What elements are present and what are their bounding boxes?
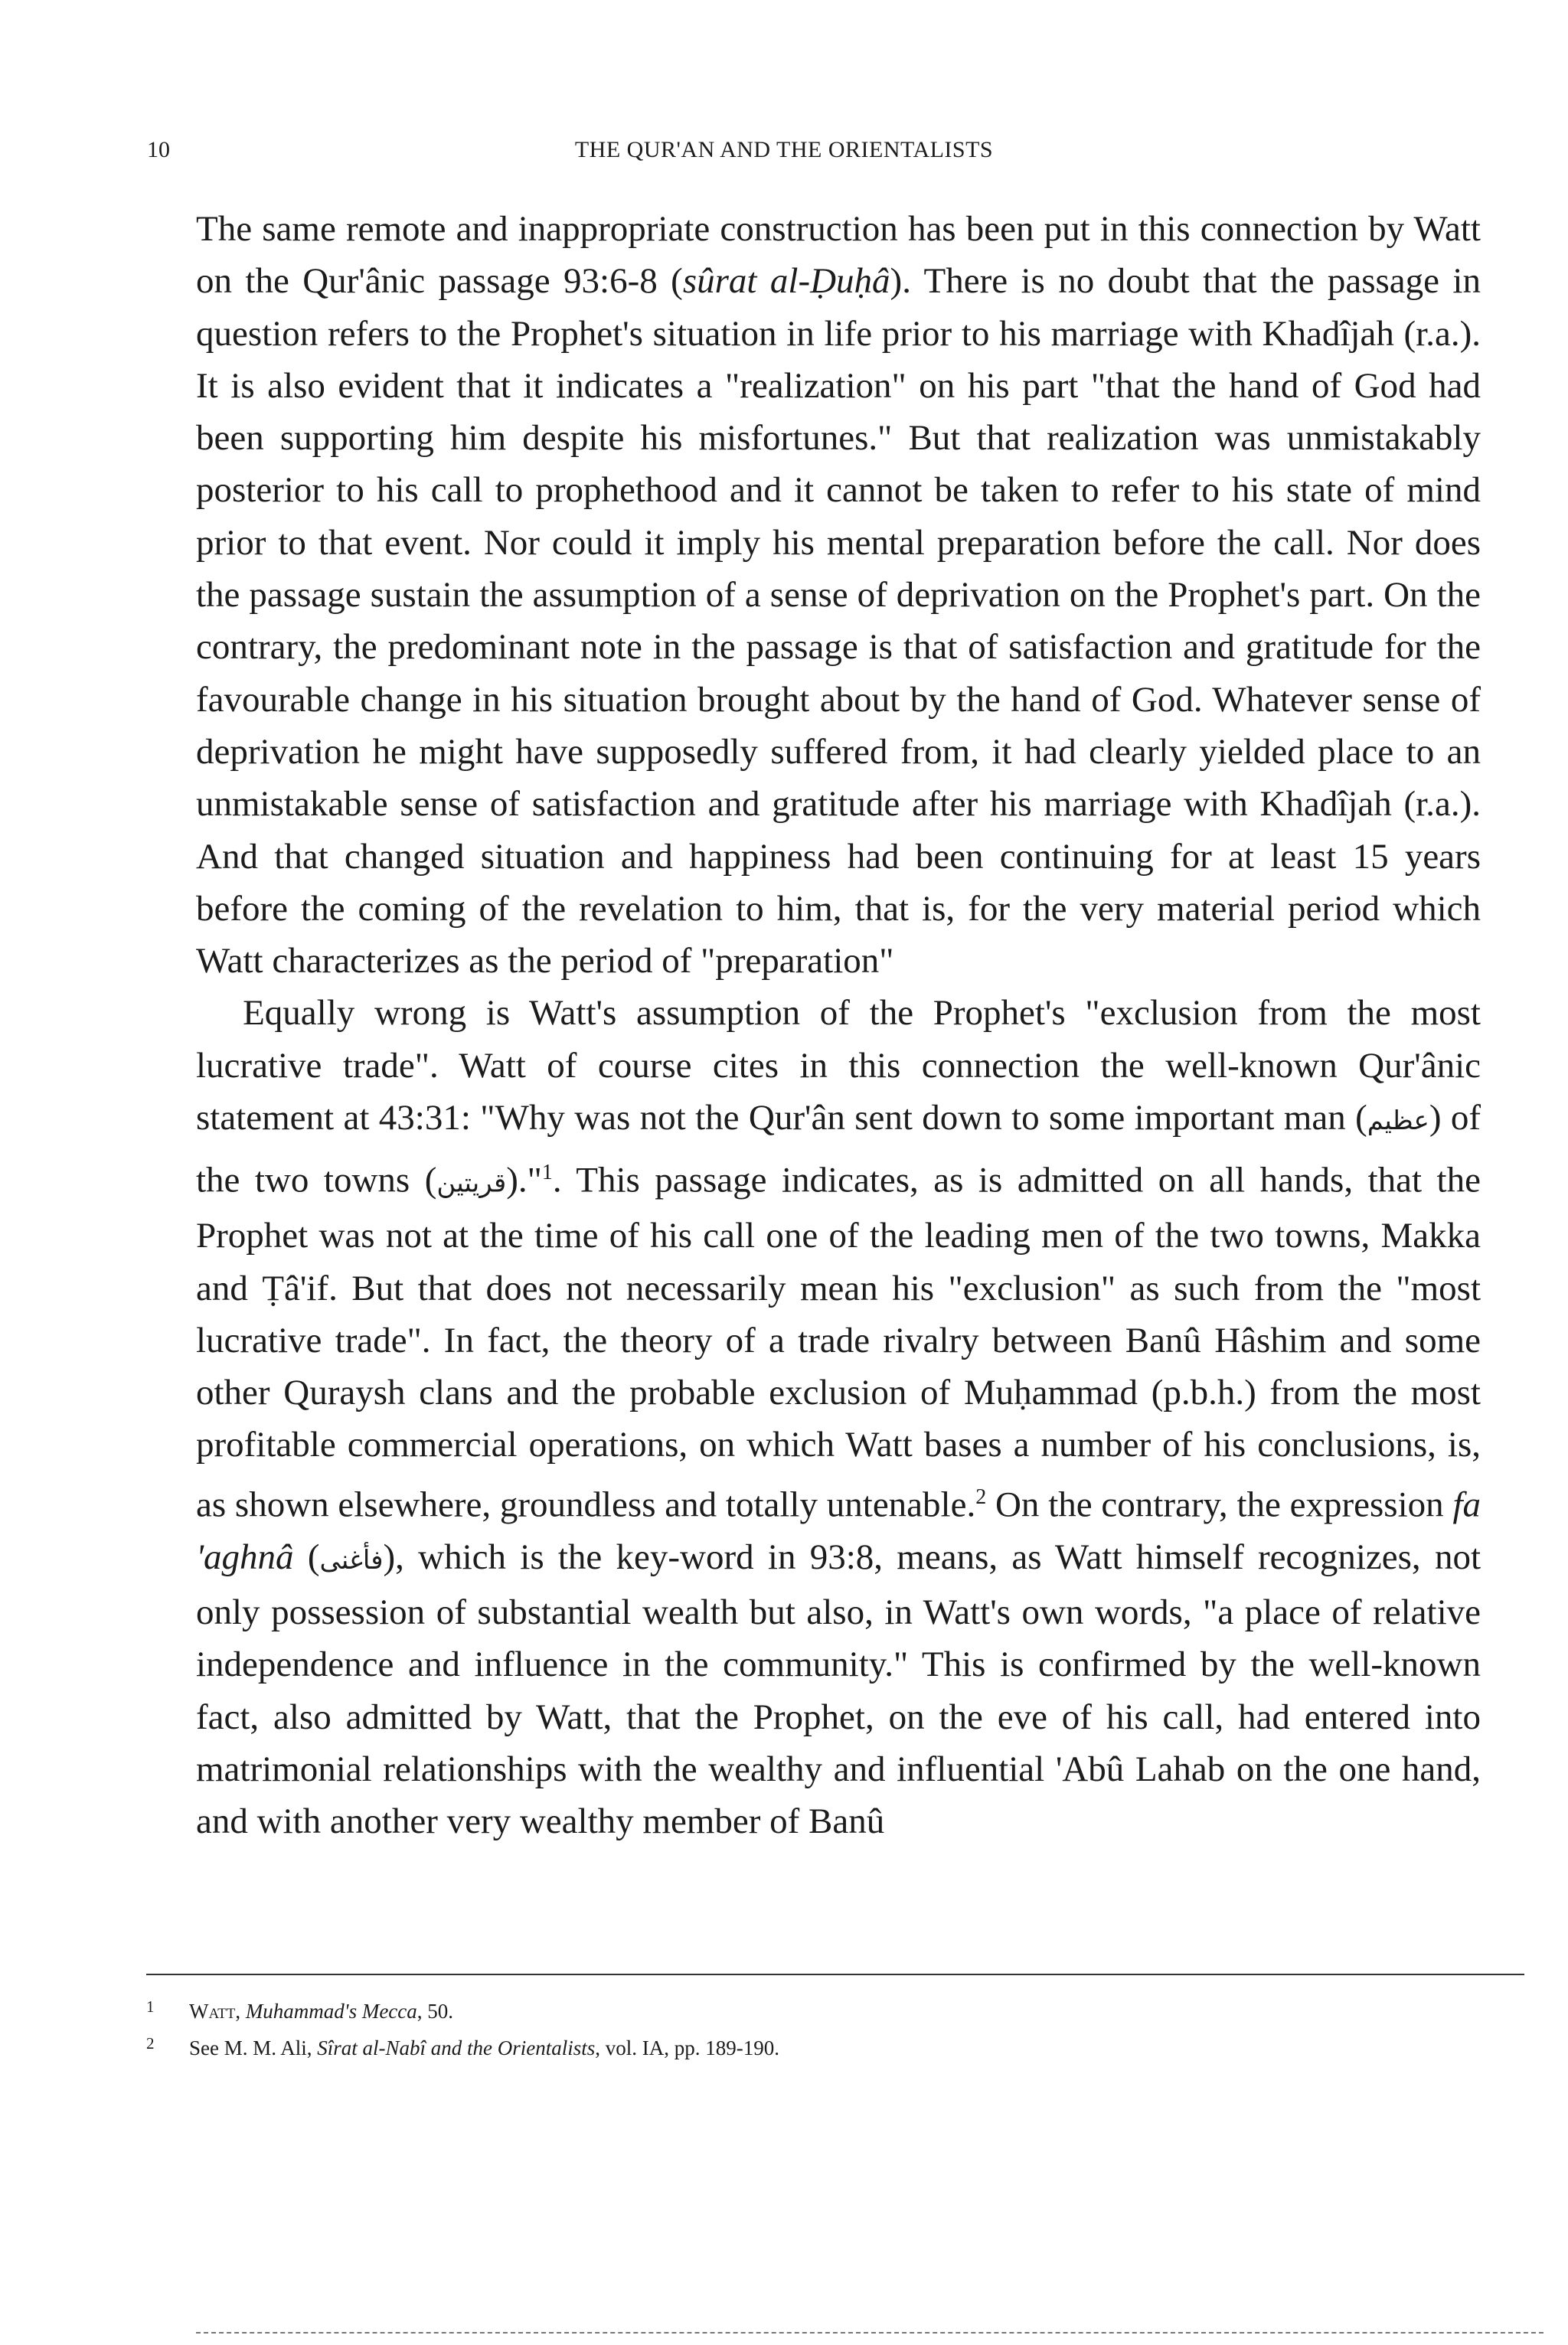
arabic-text: قريتين — [436, 1168, 507, 1199]
paragraph — [196, 203, 1481, 987]
footnote-number: 2 — [146, 2034, 155, 2053]
text-run: . This passage indicates, as is admitted on all hands, that the Prophet was not at the time of his call one of the leading men of the two towns, Makka and Ṭâ'if. But that does not necessarily mean his "exclusion" as such from the "most lucrative trade". In fact, the theory of a trade rivalry between Banû Hâshim and some other Quraysh clans and the probable exclusion of Muḥammad (p.b.h.) from the most profitable commercial operations, on which Watt bases a number of his conclusions, is, as shown elsewhere, groundless and totally untenable. — [196, 1161, 1481, 1525]
footnote — [146, 2027, 1524, 2064]
text-run: Equally wrong is Watt's assumption of the Prophet's "exclusion from the most lucrative trade". Watt of course cites in this connection the well-known Qur'ânic statement at 43:31: "Why was not the Qur'ân sent down to some important man ( — [196, 993, 1481, 1138]
footnotes — [146, 1991, 1524, 2064]
footnote-ref: 2 — [975, 1484, 987, 1509]
arabic-text: فأغنى — [319, 1544, 384, 1576]
text-run: ( — [293, 1537, 320, 1577]
text-run: )." — [506, 1161, 542, 1200]
footnote-text: See M. M. Ali, — [189, 2036, 318, 2059]
text-run: On the contrary, the expression — [986, 1484, 1453, 1525]
footnote-title: Sîrat al-Nabî and the Orientalists — [317, 2036, 596, 2059]
footnote-number: 1 — [146, 1997, 155, 2016]
footnote-divider — [146, 1974, 1524, 1975]
footnote-separator: , — [235, 2000, 246, 2023]
arabic-text: عظيم — [1367, 1106, 1429, 1137]
body-text — [196, 203, 1481, 1848]
paragraph — [196, 987, 1481, 1847]
text-run: ), which is the key-word in 93:8, means, as Watt himself recognizes, not only possession of substantial wealth but also, in Watt's own words, "a place of relative independence and influence in the community." This is confirmed by the well-known fact, also admitted by Watt, that the Prophet, on the eve of his call, had entered into matrimonial relationships with the wealthy and influential 'Abû Lahab on the one hand, and with another very wealthy member of Banû — [196, 1537, 1481, 1842]
running-title: THE QUR'AN AND THE ORIENTALISTS — [574, 137, 994, 162]
footnote-text: , 50. — [416, 2000, 454, 2023]
footnote-ref: 1 — [541, 1161, 553, 1185]
text-run: The same remote and inappropriate construction has been put in this connection by Watt on the Qur'ânic passage 93:6-8 ( — [196, 209, 1481, 302]
footnote-title: Muhammad's Mecca — [245, 2000, 417, 2023]
page-number: 10 — [147, 137, 170, 162]
italic-text: sûrat al-Ḍuḥâ — [682, 261, 890, 302]
footnote — [146, 1991, 1524, 2027]
footnote-author: Watt — [189, 2000, 236, 2023]
page-bottom-rule — [196, 2332, 1544, 2334]
text-run: ) of the two towns ( — [196, 1098, 1481, 1200]
footnote-text: , vol. IA, pp. 189-190. — [595, 2036, 780, 2059]
text-run: ). There is no doubt that the passage in question refers to the Prophet's situation in life prior to his marriage with Khadîjah (r.a.). It is also evident that it indicates a "realization" on his part "that the hand of God had been supporting him despite his misfortunes." But that realization was unmistakably posterior to his call to prophethood and it cannot be taken to refer to his state of mind prior to that event. Nor could it imply his mental preparation before the call. Nor does the passage sustain the assumption of a sense of deprivation on the Prophet's part. On the contrary, the predominant note in the passage is that of satisfaction and gratitude for the favourable change in his situation brought about by the hand of God. Whatever sense of deprivation he might have supposedly suffered from, it had clearly yielded place to an unmistakable sense of satisfaction and gratitude after his marriage with Khadîjah (r.a.). And that changed situation and happiness had been continuing for at least 15 years before the coming of the revelation to him, that is, for the very material period which Watt characterizes as the period of "preparation" — [196, 261, 1481, 981]
italic-text: fa 'aghnâ — [196, 1484, 1481, 1577]
